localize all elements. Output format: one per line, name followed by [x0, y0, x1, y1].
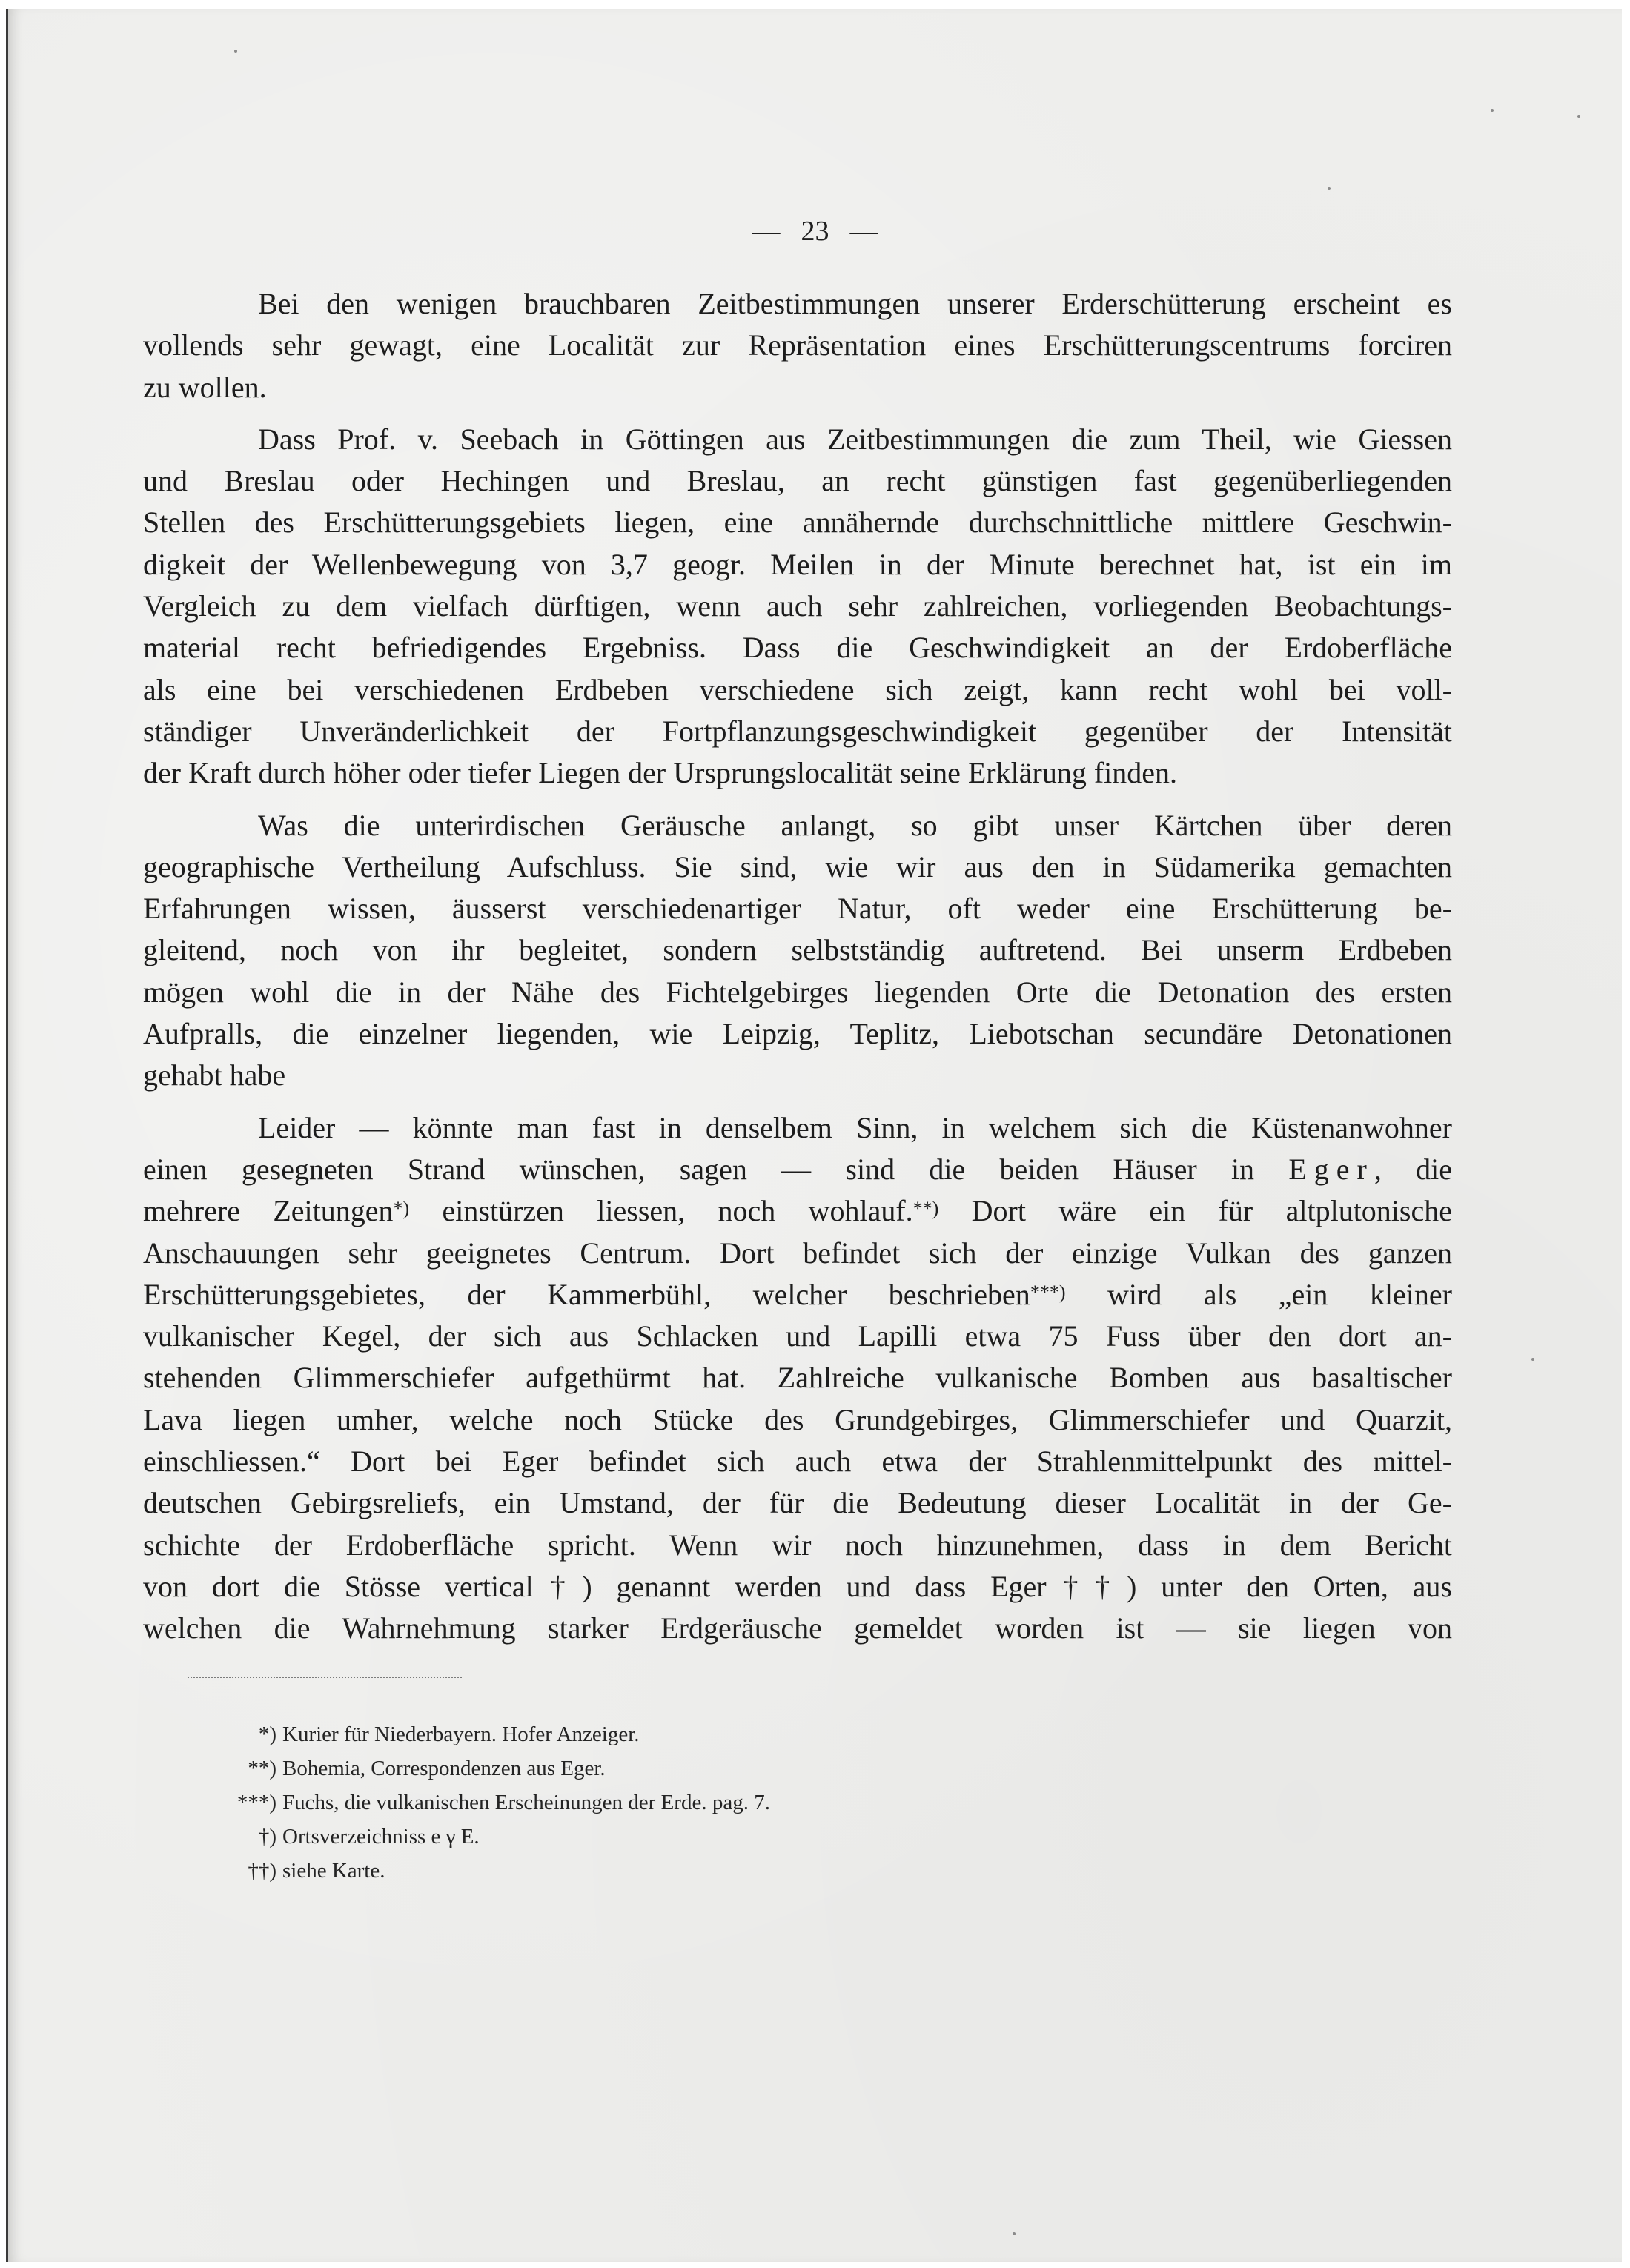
footnote-marker: *) [258, 1722, 276, 1746]
page-number-value: 23 [801, 216, 829, 247]
footnote-3 [188, 1785, 770, 1820]
paragraph-4 [143, 1107, 1452, 1650]
body-text [143, 283, 1452, 1660]
paragraph-2 [143, 419, 1452, 795]
text-line: Dass Prof. v. Seebach in Göttingen aus Zeitbestimmungen die zum Theil, wie Giessen [258, 422, 1452, 456]
paper-speck [234, 50, 237, 53]
footnote-ref-5[interactable]: ††) [1046, 1569, 1137, 1603]
text-segment: mehrere Zeitungen [143, 1194, 394, 1228]
text-line: Was die unterirdischen Geräusche anlangt, so gibt unser Kärtchen über deren [258, 808, 1452, 842]
text-line: Stellen des Erschütterungsgebiets liegen, eine annähernde durchschnittliche mittlere Geschwin- [143, 505, 1452, 540]
text-line: einschliessen.“ Dort bei Eger befindet sich auch etwa der Strahlenmittelpunkt des mittel- [143, 1445, 1452, 1479]
text-line: vulkanischer Kegel, der sich aus Schlacken und Lapilli etwa 75 Fuss über den dort an- [143, 1319, 1452, 1353]
text-line: stehenden Glimmerschiefer aufgethürmt hat. Zahlreiche vulkanische Bomben aus basaltischer [143, 1361, 1452, 1395]
paper-speck [1491, 109, 1494, 112]
paragraph-1 [143, 283, 1452, 408]
text-line: Erfahrungen wissen, äusserst verschiedenartiger Natur, oft weder eine Erschütterung be- [143, 892, 1452, 926]
text-segment: von dort die Stösse vertical [143, 1569, 534, 1603]
paragraph-3 [143, 805, 1452, 1097]
footnote-2 [188, 1751, 770, 1785]
text-line: Leider — könnte man fast in denselbem Sinn, in welchem sich die Küstenanwohner [258, 1110, 1452, 1144]
footnotes [188, 1717, 770, 1888]
footnote-marker: ***) [236, 1791, 276, 1814]
footnote-divider [188, 1677, 462, 1678]
footnote-text: Bohemia, Correspondenzen aus Eger. [282, 1757, 606, 1780]
text-segment: Dort wäre ein für altplutonische [938, 1194, 1452, 1228]
paper-speck [1013, 2232, 1016, 2235]
text-line: vollends sehr gewagt, eine Localität zur Repräsentation eines Erschütterungscentrums forciren [143, 328, 1452, 362]
page-number-dash-right: — [849, 216, 878, 247]
page-number-dash-left: — [752, 216, 781, 247]
scanned-page [6, 9, 1622, 2262]
footnote-marker: †) [258, 1825, 276, 1848]
footnote-text: Fuchs, die vulkanischen Erscheinungen der Erde. pag. 7. [282, 1791, 770, 1814]
text-line: Anschauungen sehr geeignetes Centrum. Dort befindet sich der einzige Vulkan des ganzen [143, 1236, 1452, 1270]
text-line: Lava liegen umher, welche noch Stücke des Grundgebirges, Glimmerschiefer und Quarzit, [143, 1402, 1452, 1436]
text-line: der Kraft durch höher oder tiefer Liegen der Ursprungslocalität seine Erklärung finden. [143, 756, 1177, 790]
text-segment: , die [1374, 1152, 1452, 1186]
text-line: zu wollen. [143, 370, 267, 404]
text-line: ständiger Unveränderlichkeit der Fortpflanzungsgeschwindigkeit gegenüber der Intensität [143, 714, 1452, 748]
text-segment: wird als „ein kleiner [1065, 1277, 1452, 1311]
text-segment: Erschütterungsgebietes, der Kammerbühl, welcher beschrieben [143, 1277, 1030, 1311]
footnote-marker: **) [248, 1757, 276, 1780]
text-line: gleitend, noch von ihr begleitet, sondern selbstständig auftretend. Bei unserm Erdbeben [143, 933, 1452, 967]
text-line: mögen wohl die in der Nähe des Fichtelgebirges liegenden Orte die Detonation des ersten [143, 975, 1452, 1009]
footnote-ref-3[interactable]: ***) [1030, 1281, 1066, 1303]
text-line: digkeit der Wellenbewegung von 3,7 geogr. Meilen in der Minute berechnet hat, ist ein im [143, 547, 1452, 581]
text-line: material recht befriedigendes Ergebniss. Dass die Geschwindigkeit an der Erdoberfläche [143, 631, 1452, 665]
text-segment: einstürzen liessen, noch wohlauf. [409, 1194, 913, 1228]
text-line [143, 1274, 1452, 1316]
text-line: geographische Vertheilung Aufschluss. Sie sind, wie wir aus den in Südamerika gemachten [143, 849, 1452, 883]
text-line: als eine bei verschiedenen Erdbeben verschiedene sich zeigt, kann recht wohl bei voll- [143, 672, 1452, 706]
footnote-5 [188, 1854, 770, 1888]
footnote-1 [188, 1717, 770, 1751]
text-line: Bei den wenigen brauchbaren Zeitbestimmungen unserer Erderschütterung erscheint es [258, 287, 1452, 320]
paper-speck [1577, 115, 1580, 118]
footnote-4 [188, 1820, 770, 1854]
footnote-text: siehe Karte. [282, 1859, 385, 1883]
text-line: gehabt habe [143, 1058, 286, 1092]
text-line: welchen die Wahrnehmung starker Erdgeräusche gemeldet worden ist — sie liegen von [143, 1611, 1452, 1645]
text-segment: unter den Orten, aus [1136, 1569, 1452, 1603]
footnote-text: Kurier für Niederbayern. Hofer Anzeiger. [282, 1722, 640, 1746]
text-line: schichte der Erdoberfläche spricht. Wenn wir noch hinzunehmen, dass in dem Bericht [143, 1528, 1452, 1562]
text-line [143, 1190, 1452, 1232]
paper-speck [1531, 1358, 1534, 1361]
footnote-ref-4[interactable]: †) [533, 1569, 592, 1603]
text-line [143, 1149, 1452, 1190]
text-segment: genannt werden und dass Eger [592, 1569, 1047, 1603]
text-line: und Breslau oder Hechingen und Breslau, an recht günstigen fast gegenüberliegenden [143, 464, 1452, 498]
text-line: Aufpralls, die einzelner liegenden, wie Leipzig, Teplitz, Liebotschan secundäre Detonationen [143, 1017, 1452, 1051]
text-line: deutschen Gebirgsreliefs, ein Umstand, der für die Bedeutung dieser Localität in der Ge- [143, 1486, 1452, 1520]
paper-speck [1328, 187, 1331, 190]
footnote-text: Ortsverzeichniss e γ E. [282, 1825, 480, 1848]
page-number [8, 215, 1622, 248]
footnote-ref-1[interactable]: *) [393, 1198, 410, 1220]
text-segment: einen gesegneten Strand wünschen, sagen — sind die beiden Häuser in [143, 1152, 1289, 1186]
text-line: Vergleich zu dem vielfach dürftigen, wenn auch sehr zahlreichen, vorliegenden Beobachtungs- [143, 589, 1452, 623]
emphasized-place-name: Eger [1288, 1152, 1374, 1186]
footnote-marker: ††) [248, 1859, 276, 1883]
text-line [143, 1566, 1452, 1608]
footnote-ref-2[interactable]: **) [912, 1198, 939, 1220]
